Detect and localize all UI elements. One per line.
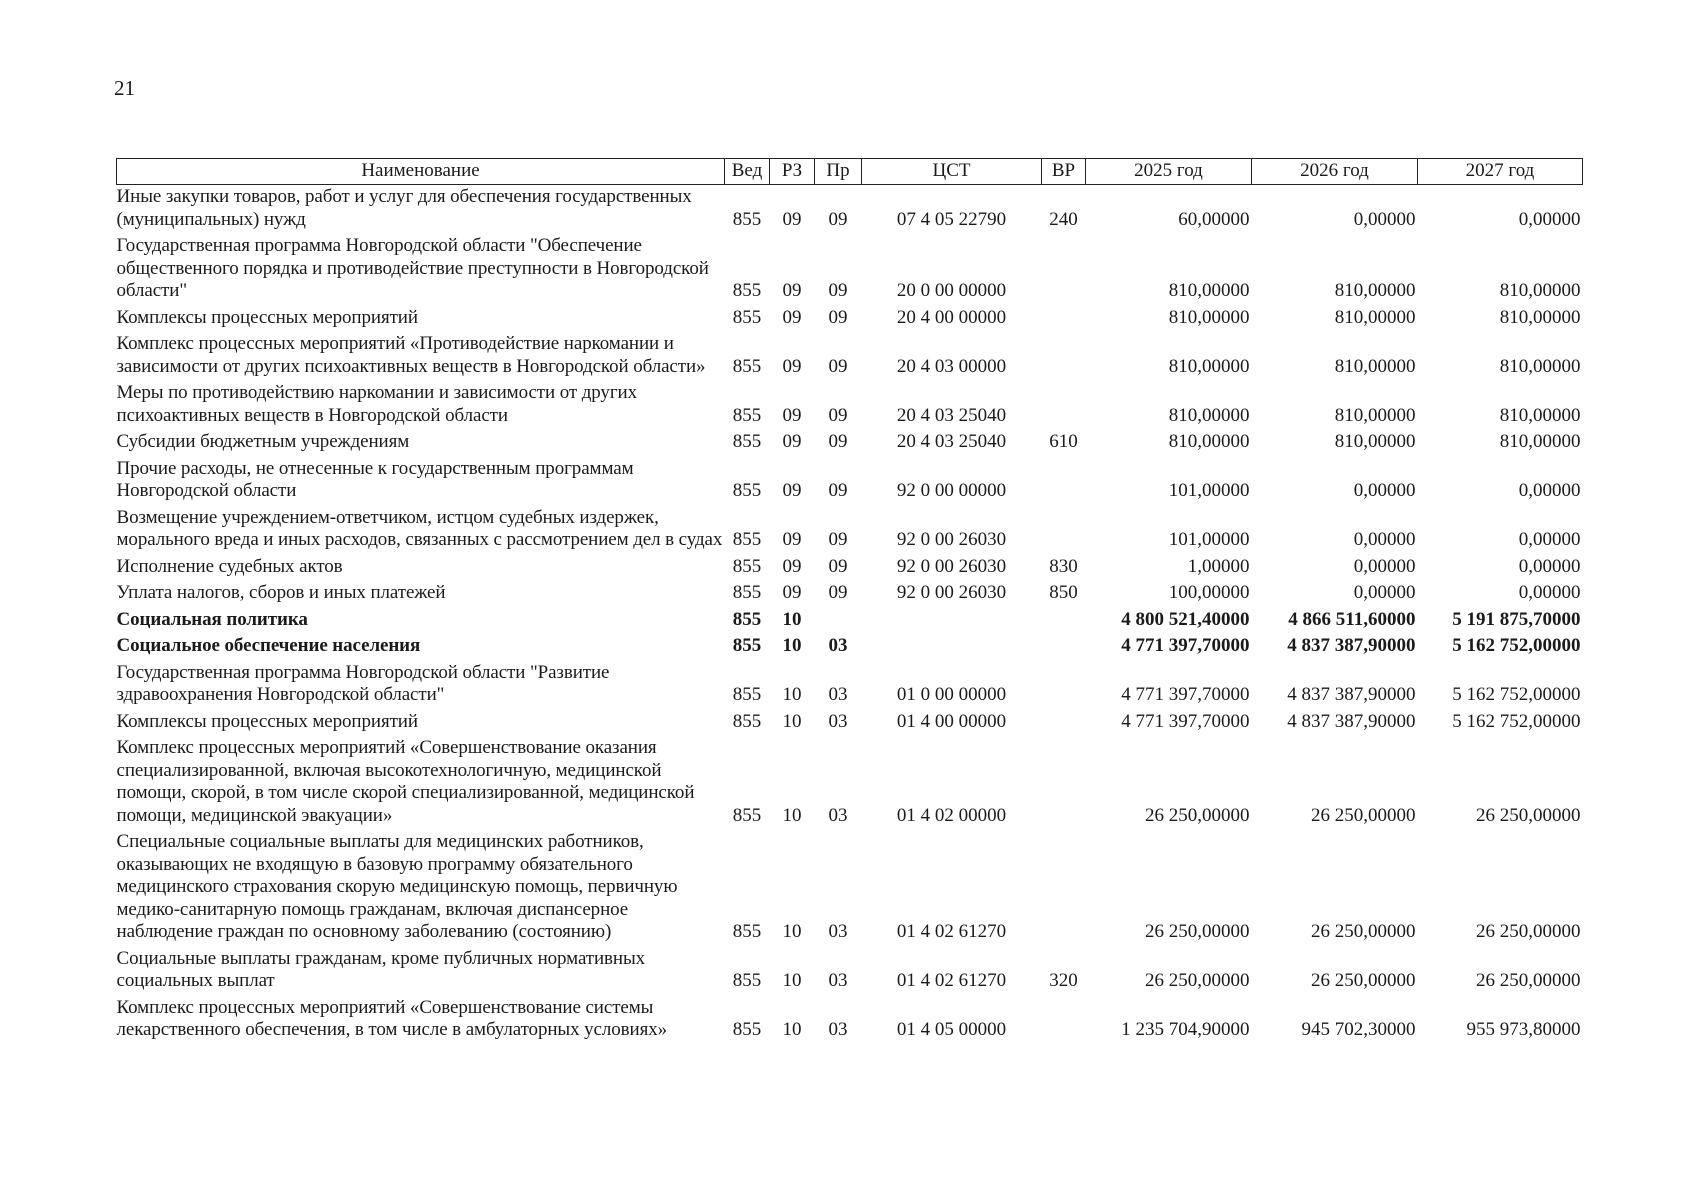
table-row xyxy=(117,736,1583,830)
cell-2026: 810,00000 xyxy=(1334,431,1416,452)
cell-2026: 0,00000 xyxy=(1353,555,1416,577)
cell-pr: 09 xyxy=(828,208,848,230)
table-row xyxy=(117,996,1583,1045)
cell-name: Социальные выплаты гражданам, кроме публичных нормативных социальных выплат xyxy=(116,947,646,991)
cell-pr: 09 xyxy=(828,355,848,377)
cell-vr xyxy=(1042,506,1086,555)
cell-vr: 610 xyxy=(1049,431,1078,452)
cell-2027: 810,00000 xyxy=(1499,280,1581,301)
cell-ved: 855 xyxy=(732,921,762,942)
cell-name: Уплата налогов, сборов и иных платежей xyxy=(116,582,446,603)
cell-2026: 26 250,00000 xyxy=(1311,970,1416,991)
cell-pr: 09 xyxy=(828,529,848,550)
cell-cst xyxy=(862,608,1042,635)
cell-cst: 01 4 02 00000 xyxy=(896,804,1007,826)
cell-name: Государственная программа Новгородской области "Развитие здравоохранения Новгородской области" xyxy=(116,661,610,705)
header-vr: ВР xyxy=(1042,159,1086,185)
cell-cst: 20 4 03 25040 xyxy=(896,431,1007,452)
cell-2027: 0,00000 xyxy=(1518,582,1581,603)
header-cst: ЦСТ xyxy=(862,159,1042,185)
cell-2025: 101,00000 xyxy=(1168,529,1250,550)
cell-pr: 09 xyxy=(828,480,848,501)
table-row xyxy=(117,185,1583,235)
budget-table xyxy=(116,158,1583,1045)
cell-name: Меры по противодействию наркомании и зависимости от других психоактивных веществ в Новгородской области xyxy=(116,382,637,426)
cell-name: Комплексы процессных мероприятий xyxy=(116,306,418,328)
cell-cst: 01 0 00 00000 xyxy=(896,684,1007,705)
table-row xyxy=(117,506,1583,555)
cell-2025: 26 250,00000 xyxy=(1145,970,1250,991)
cell-rz: 10 xyxy=(782,608,802,630)
cell-2027: 0,00000 xyxy=(1518,480,1581,501)
cell-vr xyxy=(1042,234,1086,306)
cell-ved: 855 xyxy=(732,635,762,656)
cell-pr: 03 xyxy=(828,970,848,991)
cell-ved: 855 xyxy=(732,208,762,230)
cell-2025: 60,00000 xyxy=(1178,208,1250,230)
cell-2027: 955 973,80000 xyxy=(1466,1019,1581,1040)
cell-cst: 07 4 05 22790 xyxy=(896,208,1007,230)
cell-2025: 810,00000 xyxy=(1168,355,1250,377)
cell-rz: 09 xyxy=(782,280,802,301)
cell-name: Социальная политика xyxy=(116,608,308,630)
cell-pr: 03 xyxy=(828,684,848,705)
cell-2025: 1,00000 xyxy=(1187,555,1250,577)
cell-vr xyxy=(1042,332,1086,381)
cell-cst: 20 4 03 00000 xyxy=(896,355,1007,377)
cell-ved: 855 xyxy=(732,280,762,301)
header-pr: Пр xyxy=(815,159,862,185)
cell-name: Исполнение судебных актов xyxy=(116,555,343,577)
cell-2026: 0,00000 xyxy=(1353,529,1416,550)
cell-2025: 100,00000 xyxy=(1168,582,1250,603)
cell-name: Комплекс процессных мероприятий «Противодействие наркомании и зависимости от других психоактивных веществ в Новгородской области» xyxy=(116,333,706,377)
table-row xyxy=(117,634,1583,661)
cell-cst: 92 0 00 26030 xyxy=(896,555,1007,577)
cell-cst: 20 4 00 00000 xyxy=(896,306,1007,328)
table-body xyxy=(117,185,1583,1045)
cell-cst: 01 4 02 61270 xyxy=(896,970,1007,991)
cell-2026: 810,00000 xyxy=(1334,355,1416,377)
cell-cst: 20 4 03 25040 xyxy=(896,404,1007,426)
cell-rz: 10 xyxy=(782,970,802,991)
cell-ved: 855 xyxy=(732,684,762,705)
cell-vr xyxy=(1042,608,1086,635)
cell-2027: 5 162 752,00000 xyxy=(1452,635,1581,656)
cell-ved: 855 xyxy=(732,804,762,826)
cell-2026: 0,00000 xyxy=(1353,208,1416,230)
cell-rz: 10 xyxy=(782,635,802,656)
cell-name: Прочие расходы, не отнесенные к государственным программам Новгородской области xyxy=(116,457,634,501)
table-header-row xyxy=(117,159,1583,185)
cell-ved: 855 xyxy=(732,480,762,501)
table-row xyxy=(117,457,1583,506)
cell-ved: 855 xyxy=(732,355,762,377)
table-row xyxy=(117,608,1583,635)
cell-pr: 09 xyxy=(828,280,848,301)
cell-2025: 810,00000 xyxy=(1168,280,1250,301)
cell-2026: 4 837 387,90000 xyxy=(1287,635,1416,656)
cell-ved: 855 xyxy=(732,555,762,577)
header-2026: 2026 год xyxy=(1252,159,1418,185)
cell-rz: 09 xyxy=(782,480,802,501)
table-row xyxy=(117,332,1583,381)
cell-pr: 03 xyxy=(828,710,848,732)
cell-2027: 0,00000 xyxy=(1518,555,1581,577)
cell-vr xyxy=(1042,710,1086,737)
cell-2027: 810,00000 xyxy=(1499,355,1581,377)
cell-cst: 92 0 00 00000 xyxy=(896,480,1007,501)
cell-2026: 4 866 511,60000 xyxy=(1288,608,1416,630)
cell-ved: 855 xyxy=(732,608,762,630)
cell-vr xyxy=(1042,457,1086,506)
cell-cst: 20 0 00 00000 xyxy=(896,280,1007,301)
cell-2025: 4 771 397,70000 xyxy=(1121,684,1250,705)
cell-2025: 4 771 397,70000 xyxy=(1121,635,1250,656)
header-ved: Вед xyxy=(725,159,770,185)
cell-vr: 320 xyxy=(1049,970,1078,991)
table-row xyxy=(117,381,1583,430)
cell-2026: 810,00000 xyxy=(1334,404,1416,426)
cell-ved: 855 xyxy=(732,970,762,991)
cell-name: Возмещение учреждением-ответчиком, истцом судебных издержек, морального вреда и иных расходов, связанных с рассмотрением дел в судах xyxy=(116,506,723,550)
cell-2025: 810,00000 xyxy=(1168,306,1250,328)
cell-cst: 01 4 00 00000 xyxy=(896,710,1007,732)
cell-2025: 4 800 521,40000 xyxy=(1121,608,1250,630)
cell-rz: 09 xyxy=(782,404,802,426)
cell-2027: 26 250,00000 xyxy=(1476,921,1581,942)
cell-name: Комплекс процессных мероприятий «Совершенствование оказания специализированной, включая высокотехнологичную, медицинской помощи, скорой, в том числе скорой специализированной, медицинской помощи, медицинской эвакуации» xyxy=(116,737,695,826)
cell-pr: 03 xyxy=(828,635,848,656)
cell-2026: 4 837 387,90000 xyxy=(1287,684,1416,705)
cell-pr: 09 xyxy=(828,582,848,603)
header-2025: 2025 год xyxy=(1086,159,1252,185)
cell-ved: 855 xyxy=(732,582,762,603)
cell-rz: 10 xyxy=(782,921,802,942)
cell-cst: 01 4 05 00000 xyxy=(896,1019,1007,1040)
cell-pr: 03 xyxy=(828,1019,848,1040)
cell-ved: 855 xyxy=(732,710,762,732)
cell-name: Комплексы процессных мероприятий xyxy=(116,710,418,732)
cell-name: Социальное обеспечение населения xyxy=(116,635,421,656)
cell-2027: 810,00000 xyxy=(1499,306,1581,328)
table-row xyxy=(117,947,1583,996)
cell-2027: 810,00000 xyxy=(1499,404,1581,426)
cell-name: Иные закупки товаров, работ и услуг для обеспечения государственных (муниципальных) нужд xyxy=(116,186,692,230)
table-row xyxy=(117,581,1583,608)
cell-vr: 830 xyxy=(1049,555,1078,577)
cell-2026: 4 837 387,90000 xyxy=(1287,710,1416,732)
cell-name: Государственная программа Новгородской области "Обеспечение общественного порядка и противодействие преступности в Новгородской области" xyxy=(116,235,709,301)
cell-rz: 09 xyxy=(782,529,802,550)
cell-rz: 10 xyxy=(782,710,802,732)
cell-vr xyxy=(1042,661,1086,710)
cell-ved: 855 xyxy=(732,431,762,452)
cell-2025: 810,00000 xyxy=(1168,431,1250,452)
cell-2025: 101,00000 xyxy=(1168,480,1250,501)
cell-rz: 10 xyxy=(782,804,802,826)
cell-vr xyxy=(1042,634,1086,661)
cell-ved: 855 xyxy=(732,529,762,550)
header-rz: РЗ xyxy=(770,159,815,185)
cell-2025: 810,00000 xyxy=(1168,404,1250,426)
cell-2027: 26 250,00000 xyxy=(1476,804,1581,826)
cell-name: Субсидии бюджетным учреждениям xyxy=(116,431,410,452)
cell-vr: 240 xyxy=(1049,208,1078,230)
cell-pr: 09 xyxy=(828,306,848,328)
cell-name: Специальные социальные выплаты для медицинских работников, оказывающих не входящую в базовую программу обязательного медицинского страхования скорую медицинскую помощь, первичную медико-санитарную помощь гражданам, включая диспансерное наблюдение граждан по основному заболеванию (состоянию) xyxy=(116,831,678,942)
cell-2027: 0,00000 xyxy=(1518,529,1581,550)
table-row xyxy=(117,710,1583,737)
cell-ved: 855 xyxy=(732,306,762,328)
cell-2025: 1 235 704,90000 xyxy=(1121,1019,1250,1040)
cell-pr: 09 xyxy=(828,404,848,426)
cell-2027: 5 191 875,70000 xyxy=(1452,608,1581,630)
cell-ved: 855 xyxy=(732,1019,762,1040)
cell-pr: 09 xyxy=(828,555,848,577)
cell-2026: 26 250,00000 xyxy=(1311,921,1416,942)
header-name: Наименование xyxy=(117,159,725,185)
cell-2025: 4 771 397,70000 xyxy=(1121,710,1250,732)
cell-pr: 03 xyxy=(828,921,848,942)
table-row xyxy=(117,430,1583,457)
cell-vr xyxy=(1042,306,1086,333)
cell-2027: 5 162 752,00000 xyxy=(1452,710,1581,732)
cell-vr xyxy=(1042,830,1086,947)
cell-2026: 0,00000 xyxy=(1353,480,1416,501)
cell-vr xyxy=(1042,996,1086,1045)
cell-2026: 26 250,00000 xyxy=(1311,804,1416,826)
cell-name: Комплекс процессных мероприятий «Совершенствование системы лекарственного обеспечения, в том числе в амбулаторных условиях» xyxy=(116,996,668,1040)
cell-2026: 945 702,30000 xyxy=(1301,1019,1416,1040)
cell-2025: 26 250,00000 xyxy=(1145,921,1250,942)
table-row xyxy=(117,234,1583,306)
table-row xyxy=(117,661,1583,710)
cell-rz: 10 xyxy=(782,1019,802,1040)
table-row xyxy=(117,830,1583,947)
cell-cst xyxy=(862,634,1042,661)
table-row xyxy=(117,306,1583,333)
cell-cst: 92 0 00 26030 xyxy=(896,582,1007,603)
cell-pr: 09 xyxy=(828,431,848,452)
cell-rz: 09 xyxy=(782,582,802,603)
cell-rz: 09 xyxy=(782,208,802,230)
cell-2025: 26 250,00000 xyxy=(1145,804,1250,826)
table-row xyxy=(117,555,1583,582)
cell-2027: 810,00000 xyxy=(1499,431,1581,452)
cell-2026: 0,00000 xyxy=(1353,582,1416,603)
cell-rz: 10 xyxy=(782,684,802,705)
page-number: 21 xyxy=(114,76,135,100)
cell-pr: 03 xyxy=(828,804,848,826)
cell-vr xyxy=(1042,381,1086,430)
cell-2027: 0,00000 xyxy=(1518,208,1581,230)
cell-rz: 09 xyxy=(782,355,802,377)
cell-cst: 92 0 00 26030 xyxy=(896,529,1007,550)
cell-vr: 850 xyxy=(1049,582,1078,603)
cell-rz: 09 xyxy=(782,555,802,577)
cell-2026: 810,00000 xyxy=(1334,280,1416,301)
cell-2026: 810,00000 xyxy=(1334,306,1416,328)
cell-2027: 5 162 752,00000 xyxy=(1452,684,1581,705)
header-2027: 2027 год xyxy=(1418,159,1583,185)
cell-2027: 26 250,00000 xyxy=(1476,970,1581,991)
cell-pr xyxy=(815,608,862,635)
cell-rz: 09 xyxy=(782,431,802,452)
cell-rz: 09 xyxy=(782,306,802,328)
cell-cst: 01 4 02 61270 xyxy=(896,921,1007,942)
cell-ved: 855 xyxy=(732,404,762,426)
cell-vr xyxy=(1042,736,1086,830)
